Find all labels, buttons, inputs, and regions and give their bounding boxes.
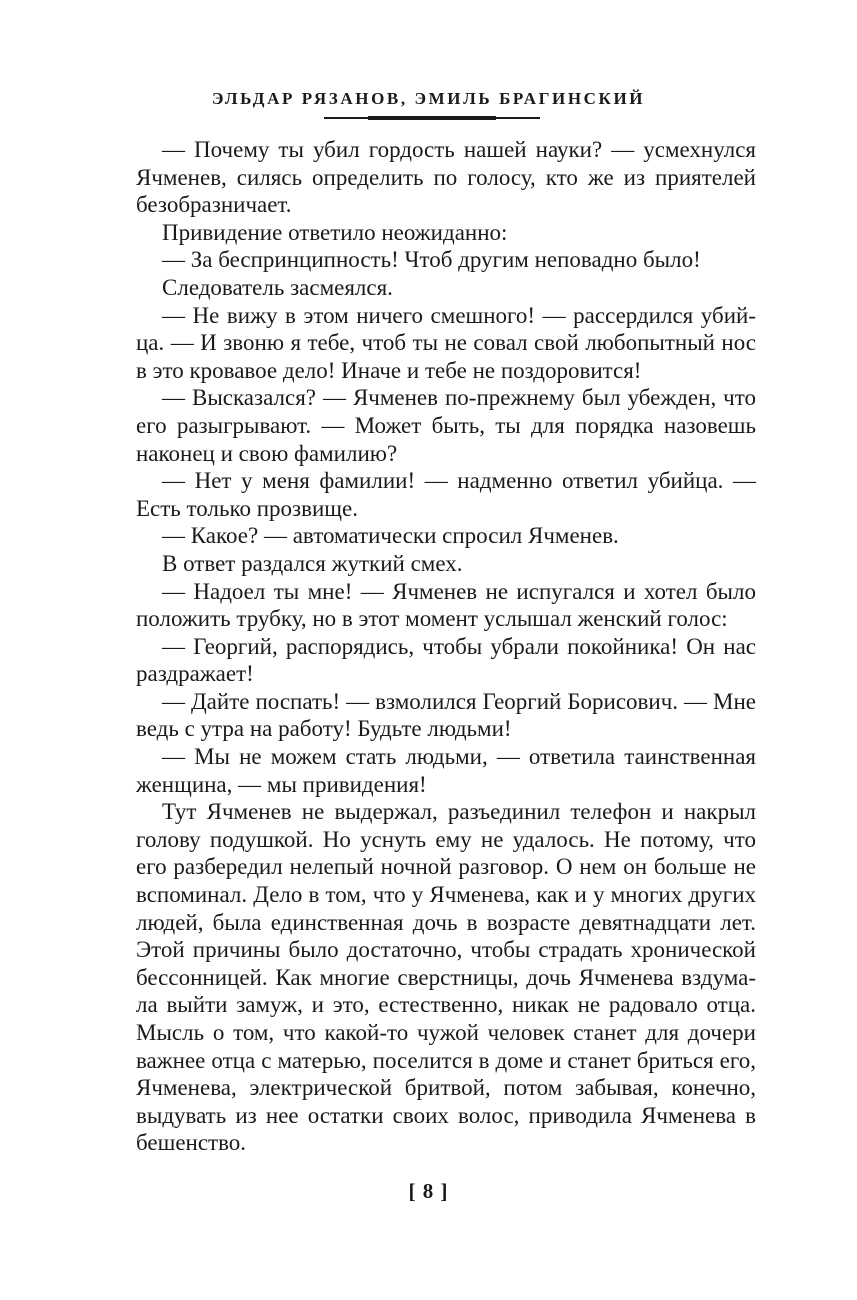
paragraph: — Надоел ты мне! — Ячменев не испугался и хотел было положить трубку, но в этот момент услышал женский голос: — [136, 578, 756, 632]
paragraph: В ответ раздался жуткий смех. — [162, 550, 463, 576]
paragraph: — Почему ты убил гордость нашей науки? — усмехнулся Ячменев, силясь определить по голосу, кто же из приятелей безобразничает. — [136, 137, 756, 218]
paragraph: Тут Ячменев не выдержал, разъединил телефон и накрыл голову подушкой. Но уснуть ему не удалось. Не потому, что его разбередил нелепый ночной разговор. О нем он больше не вспоминал. Дело в том, что у Ячменева, как и у многих других людей, была единственная дочь в возрасте девятнадцати лет. Этой причины было достаточно, чтобы страдать хронической бессонницей. Как многие сверстницы, дочь Ячменева вздумала выйти замуж, и это, естественно, никак не радовало отца. Мысль о том, что какой-то чужой человек станет для дочери важнее отца с матерью, поселится в доме и станет бриться его, Ячменева, электрической бритвой, потом забывая, конечно, выдувать из нее остатки своих волос, приводила Ячменева в бешенство. — [136, 799, 756, 1156]
paragraph: — Какое? — автоматически спросил Ячменев. — [162, 523, 619, 549]
paragraph: — Высказался? — Ячменев по-прежнему был убежден, что его разыгрывают. — Может быть, ты для порядка назовешь наконец и свою фамилию? — [136, 385, 756, 466]
paragraph: — Георгий, распорядись, чтобы убрали покойника! Он нас раздражает! — [136, 633, 756, 687]
paragraph: — Нет у меня фамилии! — надменно ответил убийца. — Есть только прозвище. — [136, 468, 756, 521]
paragraph: — Не вижу в этом ничего смешного! — рассердился убийца. — И звоню я тебе, чтоб ты не совал свой любопытный нос в это кровавое дело! Иначе и тебе не поздоровится! — [136, 302, 756, 383]
paragraph: — Дайте поспать! — взмолился Георгий Борисович. — Мне ведь с утра на работу! Будьте людьми! — [136, 688, 756, 742]
running-head: ЭЛЬДАР РЯЗАНОВ, ЭМИЛЬ БРАГИНСКИЙ — [211, 89, 646, 108]
paragraph: — За беспринципность! Чтоб другим неповадно было! — [162, 247, 701, 273]
body-text — [136, 136, 756, 1157]
paragraph: Следователь засмеялся. — [162, 274, 393, 300]
paragraph: Привидение ответило неожиданно: — [162, 219, 508, 245]
page-number: [ 8 ] — [408, 1179, 449, 1203]
paragraph: — Мы не можем стать людьми, — ответила таинственная женщина, — мы привидения! — [136, 744, 756, 797]
header-ornament-rule — [368, 116, 496, 120]
